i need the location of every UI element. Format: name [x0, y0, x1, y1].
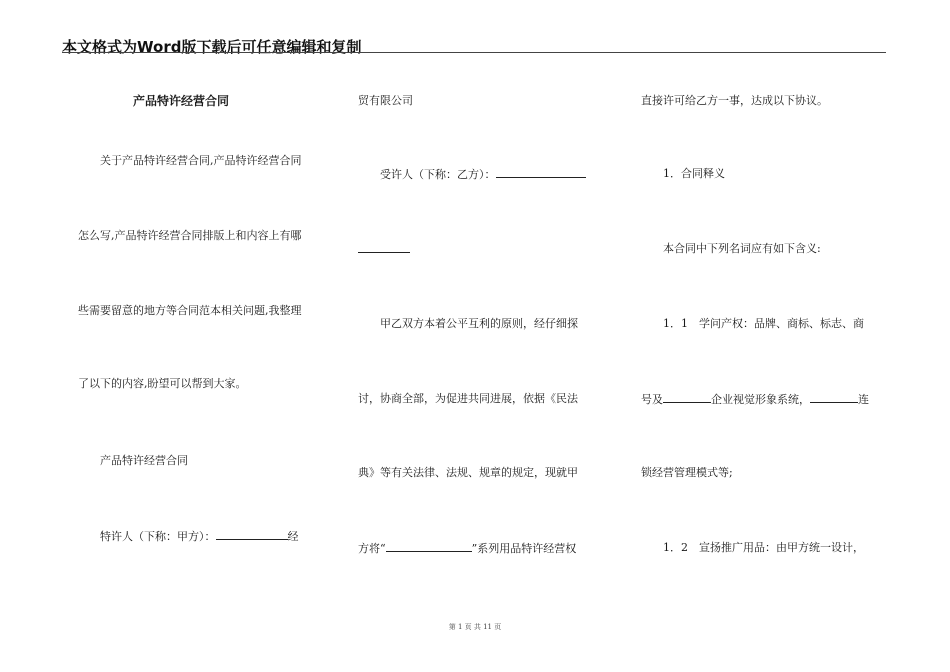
- page-number: 第 1 页 共 11 页: [448, 623, 502, 631]
- licensee-line: [380, 167, 586, 182]
- paragraph-line: 讨，协商全部，为促进共同进展，依据《民法: [358, 392, 578, 405]
- paragraph-line: 贸有限公司: [358, 94, 413, 107]
- paragraph-line: 锁经营管理模式等;: [641, 466, 733, 479]
- clause-line: [641, 392, 869, 407]
- series-name-blank: [386, 541, 472, 552]
- quote-close-text: ”系列用品特许经营权: [471, 542, 577, 555]
- paragraph-line: 怎么写,产品特许经营合同排版上和内容上有哪: [78, 229, 302, 242]
- trade-name-blank: [663, 392, 711, 403]
- document-banner: 本文格式为Word版下载后可任意编辑和复制: [62, 38, 362, 56]
- licensor-blank: [216, 529, 288, 540]
- paragraph-line: 关于产品特许经营合同,产品特许经营合同: [100, 154, 302, 167]
- clause-line: 1．2 宣扬推广用品：由甲方统一设计，: [663, 541, 864, 554]
- clause-line: 1．1 学问产权：品牌、商标、标志、商: [663, 317, 864, 330]
- document-title: 产品特许经营合同: [133, 94, 230, 108]
- paragraph-line: 直接许可给乙方一事，达成以下协议。: [641, 94, 828, 107]
- licensee-blank-continued: [358, 242, 410, 253]
- section-heading: 1．合同释义: [663, 167, 725, 180]
- paragraph-line: 本合同中下列名词应有如下含义:: [663, 242, 821, 255]
- contract-subtitle: 产品特许经营合同: [100, 454, 188, 467]
- licensee-blank: [496, 167, 586, 178]
- header-rule: [62, 52, 886, 53]
- paragraph-line: 些需要留意的地方等合同范本相关问题,我整理: [78, 304, 302, 317]
- licensor-suffix: 经: [287, 530, 299, 543]
- licensor-line: [100, 529, 299, 544]
- paragraph-line: 了以下的内容,盼望可以帮到大家。: [78, 377, 247, 390]
- quote-open-text: 方将“: [358, 542, 386, 555]
- clause-text: 连: [858, 393, 869, 406]
- paragraph-line: [358, 541, 576, 556]
- clause-text: 企业视觉形象系统，: [711, 393, 810, 406]
- licensor-label: 特许人（下称：甲方）：: [100, 530, 216, 543]
- clause-text: 号及: [641, 393, 663, 406]
- system-blank: [810, 392, 858, 403]
- licensee-label: 受许人（下称：乙方）：: [380, 168, 496, 181]
- licensee-line-continued: [358, 242, 410, 257]
- paragraph-line: 典》等有关法律、法规、规章的规定，现就甲: [358, 466, 578, 479]
- paragraph-line: 甲乙双方本着公平互利的原则，经仔细探: [380, 317, 578, 330]
